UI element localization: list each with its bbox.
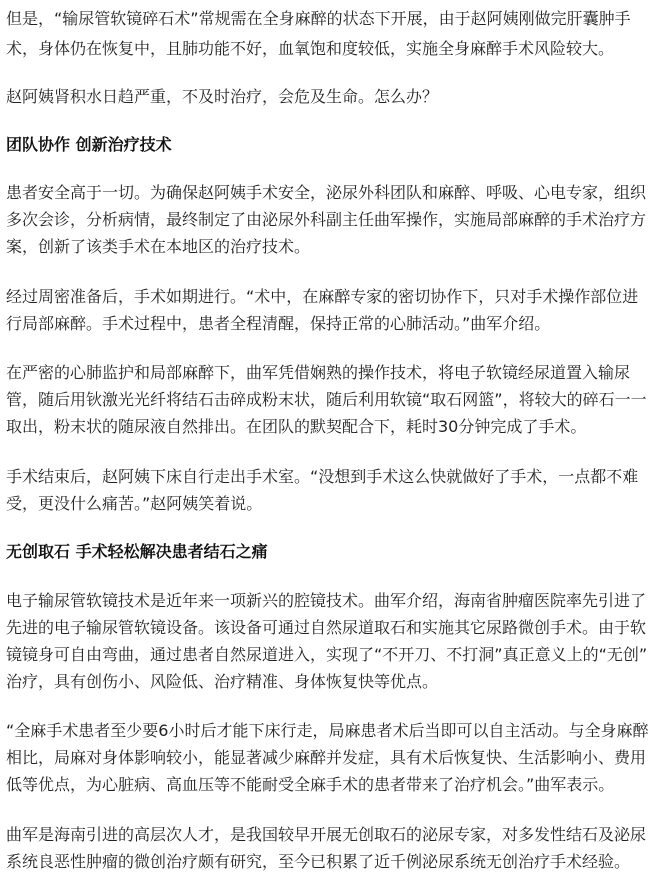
paragraph-line: 先进的电子输尿管软镜设备。该设备可通过自然尿道取石和实施其它尿路微创手术。由于软 [6, 618, 647, 637]
paragraph-line: 赵阿姨肾积水日趋严重，不及时治疗，会危及生命。怎么办？ [6, 87, 439, 106]
paragraph-line: 案，创新了该类手术在本地区的治疗技术。 [6, 237, 311, 256]
paragraph-line: 受，更没什么痛苦。”赵阿姨笑着说。 [6, 494, 263, 513]
paragraph-line: 治疗，具有创伤小、风险低、治疗精准、身体恢复快等优点。 [6, 672, 439, 691]
paragraph-line: 相比，局麻对身体影响较小，能显著减少麻醉并发症，具有术后恢复快、生活影响小、费用 [6, 748, 647, 767]
paragraph-line: 系统良恶性肿瘤的微创治疗颇有研究，至今已积累了近千例泌尿系统无创治疗手术经验。 [6, 852, 631, 871]
paragraph-line: 手术结束后，赵阿姨下床自行走出手术室。“没想到手术这么快就做好了手术，一点都不难 [6, 467, 639, 486]
paragraph-line: 取出，粉末状的随尿液自然排出。在团队的默契配合下，耗时30分钟完成了手术。 [6, 417, 587, 436]
paragraph-line: 经过周密准备后，手术如期进行。“术中，在麻醉专家的密切协作下，只对手术操作部位进 [6, 287, 639, 306]
paragraph-line: 术，身体仍在恢复中，且肺功能不好，血氧饱和度较低，实施全身麻醉手术风险较大。 [6, 39, 615, 58]
paragraph-line: 管，随后用钬激光光纤将结石击碎成粉末状，随后利用软镜“取石网篮”，将较大的碎石一一 [6, 390, 647, 409]
paragraph-line: 但是，“输尿管软镜碎石术”常规需在全身麻醉的状态下开展，由于赵阿姨刚做完肝囊肿手 [6, 9, 631, 28]
paragraph-line: “全麻手术患者至少要6小时后才能下床行走，局麻患者术后当即可以自主活动。与全身麻醉 [6, 721, 649, 740]
paragraph-line: 低等优点，为心脏病、高血压等不能耐受全麻手术的患者带来了治疗机会。”曲军表示。 [6, 775, 615, 794]
paragraph-line: 曲军是海南引进的高层次人才，是我国较早开展无创取石的泌尿专家，对多发性结石及泌尿 [6, 825, 647, 844]
section-heading: 无创取石 手术轻松解决患者结石之痛 [6, 542, 268, 561]
section-heading: 团队协作 创新治疗技术 [6, 135, 172, 154]
paragraph-line: 镜镜身可自由弯曲，通过患者自然尿道进入，实现了“不开刀、不打洞”真正意义上的“无创” [6, 645, 648, 664]
paragraph-line: 在严密的心肺监护和局部麻醉下，曲军凭借娴熟的操作技术，将电子软镜经尿道置入输尿 [6, 363, 631, 382]
paragraph-line: 电子输尿管软镜技术是近年来一项新兴的腔镜技术。曲军介绍，海南省肿瘤医院率先引进了 [6, 591, 647, 610]
paragraph-line: 多次会诊，分析病情，最终制定了由泌尿外科副主任曲军操作，实施局部麻醉的手术治疗方 [6, 210, 647, 229]
paragraph-line: 行局部麻醉。手术过程中，患者全程清醒，保持正常的心肺活动。”曲军介绍。 [6, 314, 551, 333]
paragraph-line: 患者安全高于一切。为确保赵阿姨手术安全，泌尿外科团队和麻醉、呼吸、心电专家，组织 [6, 183, 647, 202]
